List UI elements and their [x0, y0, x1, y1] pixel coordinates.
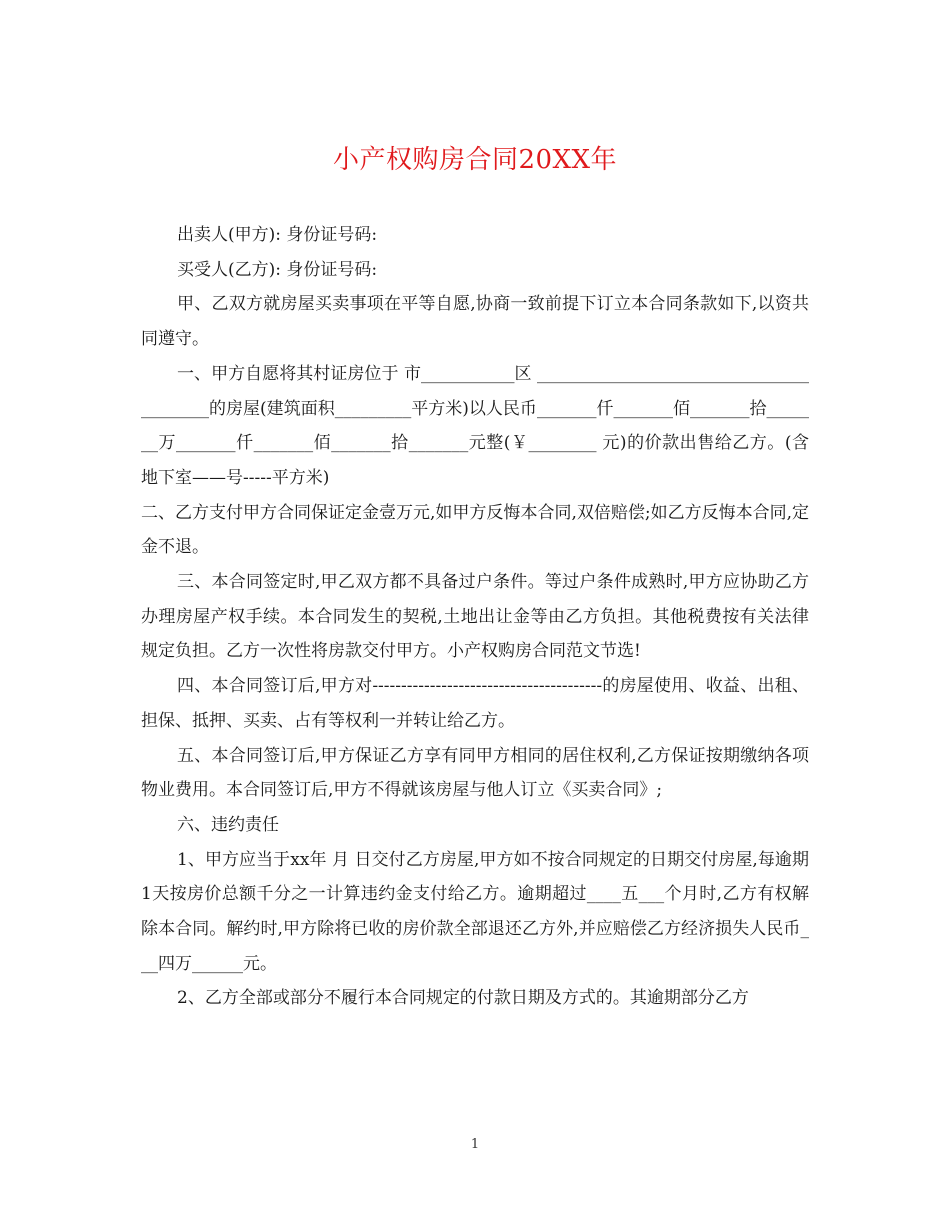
- clause-4: 四、本合同签订后,甲方对----------------------------------------的房屋使用、收益、出租、担保、抵押、买卖、占有等权利一并转让给乙方。: [141, 676, 809, 731]
- clause-6-item-1: 1、甲方应当于xx年 月 日交付乙方房屋,甲方如不按合同规定的日期交付房屋,每逾期1天按房价总额千分之一计算违约金支付给乙方。逾期超过____五___个月时,乙方有权解除本合同。解约时,甲方除将已收的房价款全部退还乙方外,并应赔偿乙方经济损失人民币___四万______元。: [141, 849, 809, 974]
- paragraph-preamble: 甲、乙双方就房屋买卖事项在平等自愿,协商一致前提下订立本合同条款如下,以资共同遵守。: [141, 294, 809, 350]
- clause-5: 五、本合同签订后,甲方保证乙方享有同甲方相同的居住权利,乙方保证按期缴纳各项物业费用。本合同签订后,甲方不得就该房屋与他人订立《买卖合同》;: [141, 745, 809, 801]
- paragraph-seller: 出卖人(甲方): 身份证号码:: [177, 225, 378, 245]
- clause-2: 二、乙方支付甲方合同保证定金壹万元,如甲方反悔本合同,双倍赔偿;如乙方反悔本合同,定金不退。: [141, 502, 809, 558]
- page-number: 1: [470, 1137, 480, 1152]
- clause-3: 三、本合同签定时,甲乙双方都不具备过户条件。等过户条件成熟时,甲方应协助乙方办理房屋产权手续。本合同发生的契税,土地出让金等由乙方负担。其他税费按有关法律规定负担。乙方一次性将房款交付甲方。小产权购房合同范文节选!: [141, 572, 809, 662]
- document-body: [141, 218, 809, 1016]
- clause-1: 一、甲方自愿将其村证房位于 市___________区 ________________________________________的房屋(建筑面积_________平方米)以人民币_______仟_______佰_______拾_______万_______仟_______佰_______拾_______元整(￥________ 元)的价款出售给乙方。(含地下室——号-----平方米): [141, 363, 809, 488]
- paragraph-buyer: 买受人(乙方): 身份证号码:: [177, 259, 378, 280]
- clause-6-item-2: 2、乙方全部或部分不履行本合同规定的付款日期及方式的。其逾期部分乙方: [177, 988, 749, 1009]
- clause-6-heading: 六、违约责任: [177, 814, 279, 835]
- document-title: 小产权购房合同20XX年: [332, 145, 618, 175]
